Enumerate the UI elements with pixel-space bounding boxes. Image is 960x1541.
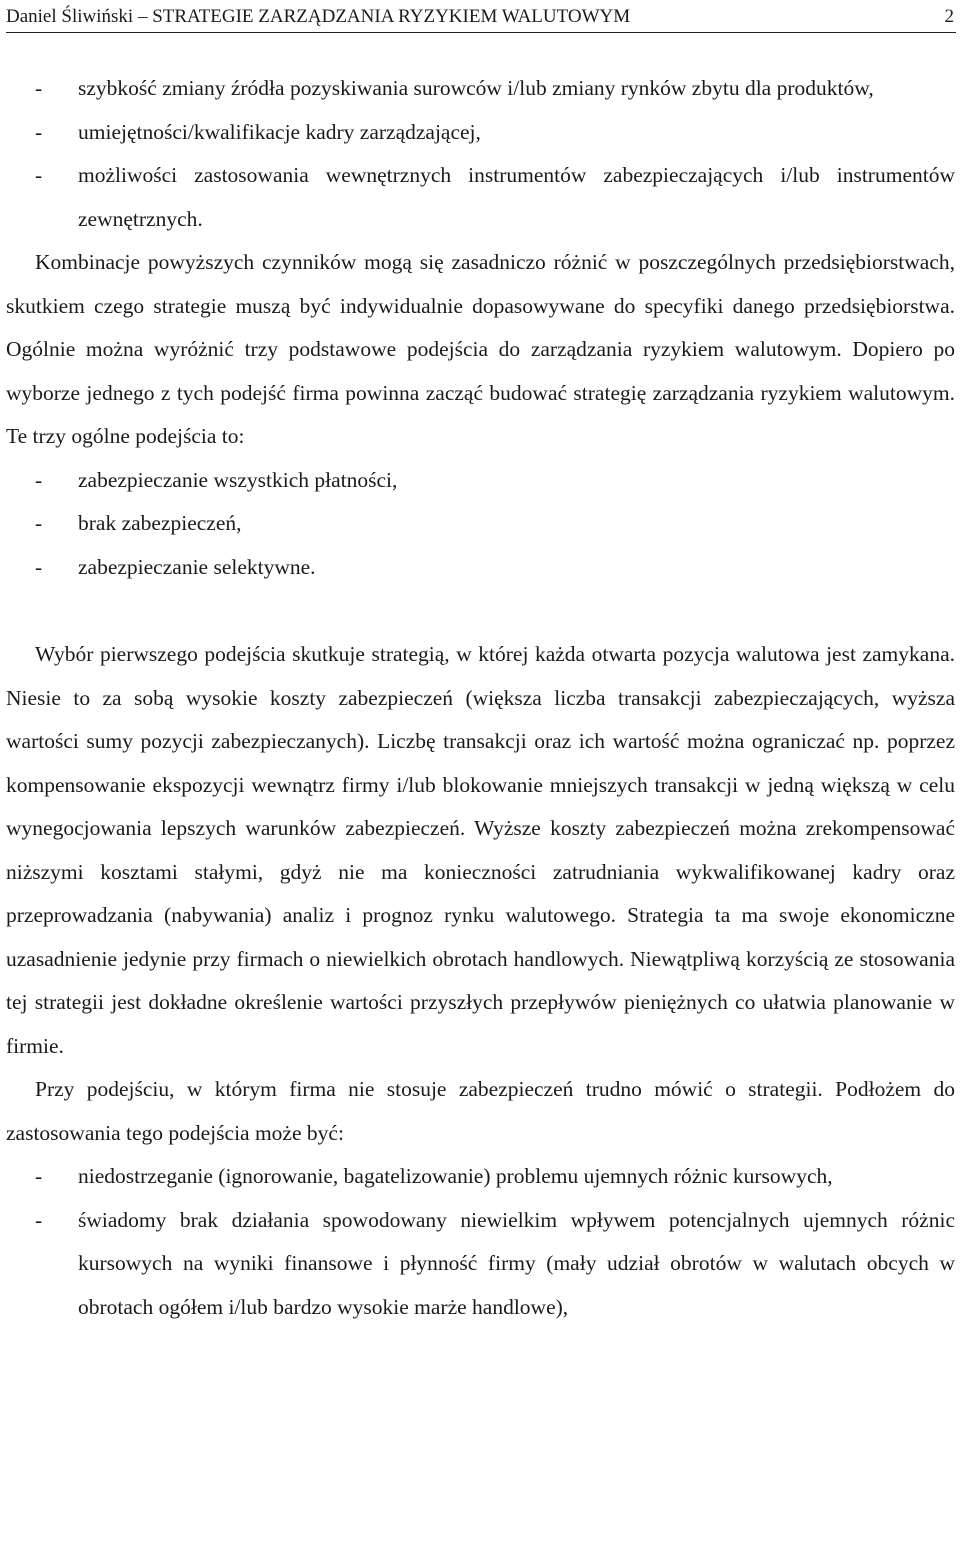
factor-list — [6, 67, 955, 241]
list-item: - szybkość zmiany źródła pozyskiwania surowców i/lub zmiany rynków zbytu dla produktów, — [35, 76, 874, 100]
list-item-text: szybkość zmiany źródła pozyskiwania surowców i/lub zmiany rynków zbytu dla produktów, — [78, 76, 874, 100]
list-item: - zabezpieczanie selektywne. — [35, 554, 316, 579]
list-item-text: zabezpieczanie wszystkich płatności, — [78, 467, 398, 492]
list-item: - brak zabezpieczeń, — [35, 511, 242, 535]
list-item-text: możliwości zastosowania wewnętrznych instrumentów zabezpieczających i/lub instrumentów zewnętrznych. — [78, 163, 955, 231]
list-item-text: brak zabezpieczeń, — [78, 511, 242, 535]
paragraph-spacer — [6, 589, 955, 633]
document-body — [6, 67, 955, 1329]
list-item: - niedostrzeganie (ignorowanie, bagatelizowanie) problemu ujemnych różnic kursowych, — [35, 1164, 833, 1188]
list-item: - świadomy brak działania spowodowany niewielkim wpływem potencjalnych ujemnych różnic kursowych na wyniki finansowe i płynność firmy (mały udział obrotów w walutach obcych w obrotach ogółem i/lub bardzo wysokie marże handlowe), — [35, 1207, 955, 1319]
list-item-text: umiejętności/kwalifikacje kadry zarządzającej, — [78, 119, 481, 144]
list-item: - zabezpieczanie wszystkich płatności, — [35, 467, 398, 492]
approach-list — [6, 459, 955, 590]
list-item: - umiejętności/kwalifikacje kadry zarządzającej, — [35, 119, 481, 144]
paragraph: Przy podejściu, w którym firma nie stosuje zabezpieczeń trudno mówić o strategii. Podłożem do zastosowania tego podejścia może być: — [6, 1077, 955, 1145]
paragraph: Kombinacje powyższych czynników mogą się zasadniczo różnić w poszczególnych przedsiębiorstwach, skutkiem czego strategie muszą być indywidualnie dopasowywane do specyfiki danego przedsiębiorstwa. Ogólnie można wyróżnić trzy podstawowe podejścia do zarządzania ryzykiem walutowym. Dopiero po wyborze jednego z tych podejść firma powinna zacząć budować strategię zarządzania ryzykiem walutowym. Te trzy ogólne podejścia to: — [6, 250, 955, 448]
header-title: Daniel Śliwiński – STRATEGIE ZARZĄDZANIA RYZYKIEM WALUTOWYM — [6, 6, 631, 27]
list-item-text: zabezpieczanie selektywne. — [78, 554, 316, 579]
reason-list — [6, 1155, 955, 1329]
page-header — [6, 4, 956, 33]
page-number: 2 — [944, 6, 954, 27]
list-item-text: niedostrzeganie (ignorowanie, bagatelizowanie) problemu ujemnych różnic kursowych, — [78, 1164, 833, 1188]
list-item: - możliwości zastosowania wewnętrznych instrumentów zabezpieczających i/lub instrumentów zewnętrznych. — [35, 163, 955, 231]
list-item-text: świadomy brak działania spowodowany niewielkim wpływem potencjalnych ujemnych różnic kursowych na wyniki finansowe i płynność firmy (mały udział obrotów w walutach obcych w obrotach ogółem i/lub bardzo wysokie marże handlowe), — [78, 1207, 955, 1319]
paragraph: Wybór pierwszego podejścia skutkuje strategią, w której każda otwarta pozycja walutowa jest zamykana. Niesie to za sobą wysokie koszty zabezpieczeń (większa liczba transakcji zabezpieczających, wyższa wartości sumy pozycji zabezpieczanych). Liczbę transakcji oraz ich wartość można ograniczać np. poprzez kompensowanie ekspozycji wewnątrz firmy i/lub blokowanie mniejszych transakcji w jedną większą w celu wynegocjowania lepszych warunków zabezpieczeń. Wyższe koszty zabezpieczeń można zrekompensować niższymi kosztami stałymi, gdyż nie ma konieczności zatrudniania wykwalifikowanej kadry oraz przeprowadzania (nabywania) analiz i prognoz rynku walutowego. Strategia ta ma swoje ekonomiczne uzasadnienie jedynie przy firmach o niewielkich obrotach handlowych. Niewątpliwą korzyścią ze stosowania tej strategii jest dokładne określenie wartości przyszłych przepływów pieniężnych co ułatwia planowanie w firmie. — [6, 642, 955, 1058]
